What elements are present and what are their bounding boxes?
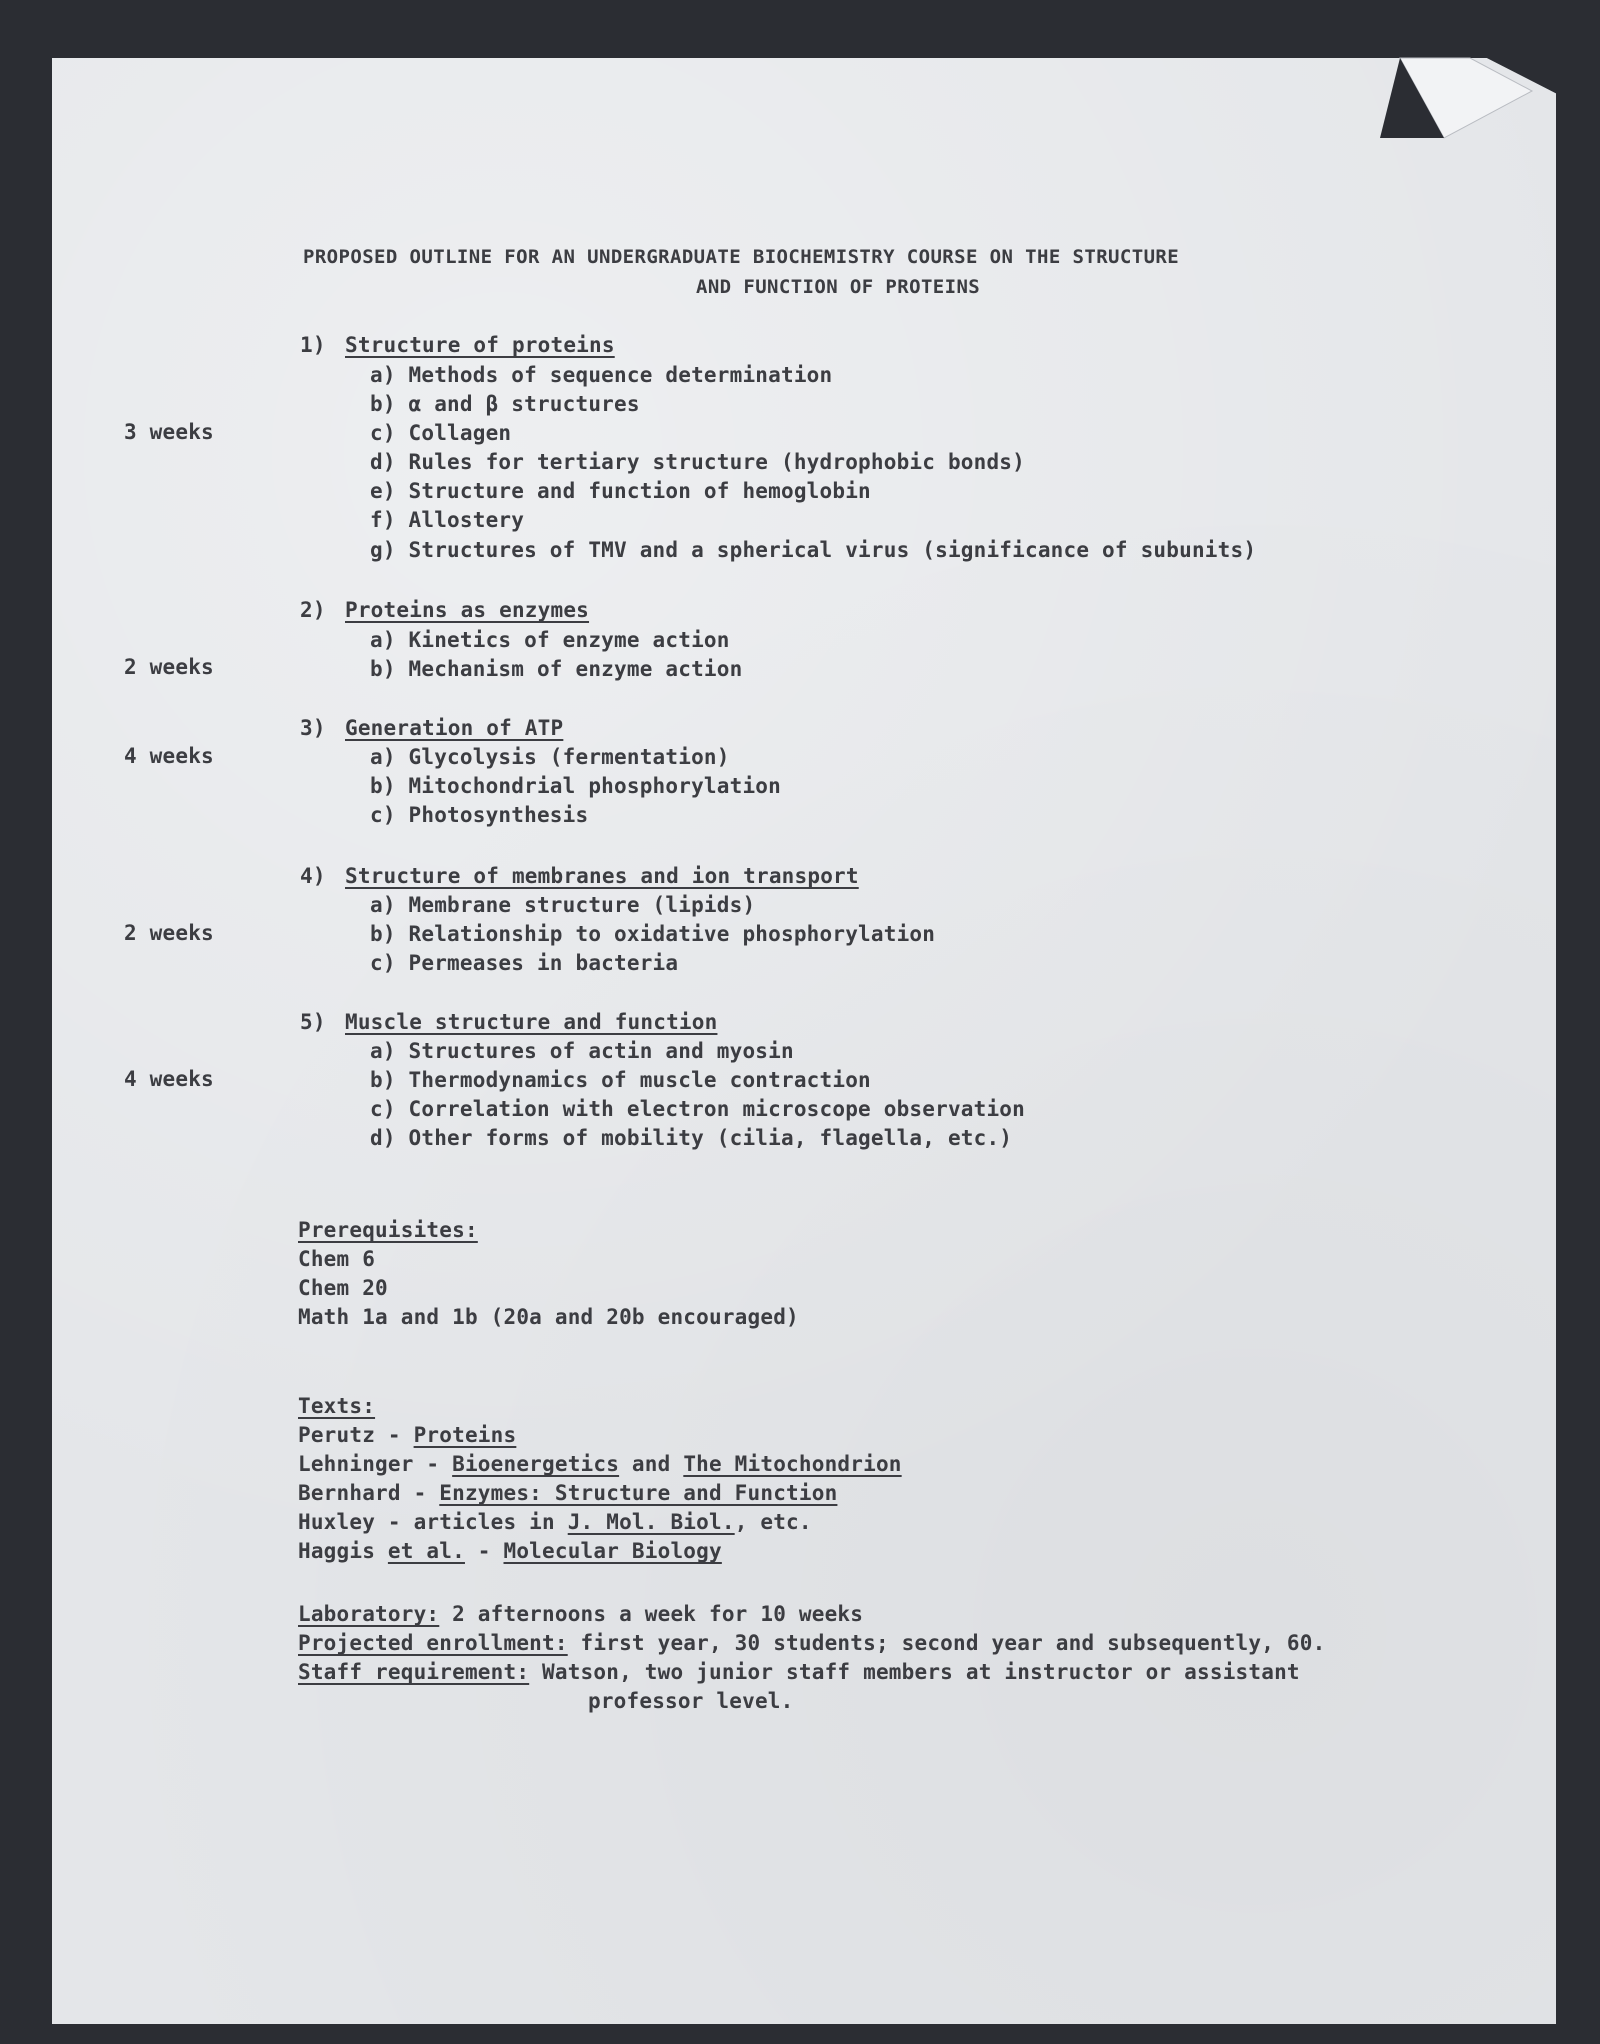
document-title-line1: PROPOSED OUTLINE FOR AN UNDERGRADUATE BIOCHEMISTRY COURSE ON THE STRUCTURE — [303, 246, 1180, 268]
section-1-item: g) Structures of TMV and a spherical virus (significance of subunits) — [370, 538, 1257, 562]
text-title: Bioenergetics — [452, 1452, 620, 1476]
section-4-heading: Structure of membranes and ion transport — [345, 864, 859, 888]
text-author: Perutz - — [298, 1423, 414, 1447]
section-5-item: b) Thermodynamics of muscle contraction — [370, 1068, 871, 1092]
document-title-line2: AND FUNCTION OF PROTEINS — [696, 276, 981, 298]
text-title: Molecular Biology — [503, 1539, 722, 1563]
section-5-heading: Muscle structure and function — [345, 1010, 718, 1034]
section-3-item: c) Photosynthesis — [370, 803, 589, 827]
section-4-item: b) Relationship to oxidative phosphorylation — [370, 922, 936, 946]
section-2-item: a) Kinetics of enzyme action — [370, 628, 730, 652]
staff-line — [298, 1660, 1300, 1684]
text-title: Enzymes: Structure and Function — [439, 1481, 838, 1505]
enrollment-line — [298, 1631, 1325, 1655]
section-4-item: c) Permeases in bacteria — [370, 951, 679, 975]
section-2-item: b) Mechanism of enzyme action — [370, 657, 743, 681]
section-2-heading: Proteins as enzymes — [345, 598, 590, 622]
text-title: et al. — [387, 1539, 465, 1563]
staff-label: Staff requirement: — [298, 1660, 530, 1684]
section-3-heading: Generation of ATP — [345, 716, 564, 740]
section-5-number: 5) — [300, 1010, 326, 1034]
enrollment-value: first year, 30 students; second year and subsequently, 60. — [567, 1631, 1326, 1655]
laboratory-line — [298, 1602, 863, 1626]
section-1-item: e) Structure and function of hemoglobin — [370, 479, 871, 503]
section-2-number: 2) — [300, 598, 326, 622]
section-5-weeks: 4 weeks — [124, 1067, 214, 1091]
section-3-number: 3) — [300, 716, 326, 740]
section-2-weeks: 2 weeks — [124, 655, 214, 679]
section-5-item: a) Structures of actin and myosin — [370, 1039, 794, 1063]
folded-corner-shape — [1400, 58, 1560, 138]
text-author: Lehninger - — [298, 1452, 453, 1476]
laboratory-value: 2 afternoons a week for 10 weeks — [439, 1602, 864, 1626]
section-3-item: a) Glycolysis (fermentation) — [370, 745, 730, 769]
text-author: Bernhard - — [298, 1481, 440, 1505]
section-1-item: b) α and β structures — [370, 392, 640, 416]
text-author: Haggis — [298, 1539, 388, 1563]
laboratory-label: Laboratory: — [298, 1602, 440, 1626]
text-entry — [298, 1539, 722, 1563]
prerequisite-item: Chem 6 — [298, 1247, 376, 1271]
text-joiner: - — [464, 1539, 504, 1563]
document-page — [52, 58, 1556, 2024]
section-1-weeks: 3 weeks — [124, 420, 214, 444]
text-entry — [298, 1423, 516, 1447]
texts-heading: Texts: — [298, 1394, 376, 1418]
section-4-weeks: 2 weeks — [124, 921, 214, 945]
section-1-heading: Structure of proteins — [345, 333, 615, 357]
section-5-item: d) Other forms of mobility (cilia, flagella, etc.) — [370, 1126, 1013, 1150]
text-joiner: and — [619, 1452, 684, 1476]
section-4-item: a) Membrane structure (lipids) — [370, 893, 756, 917]
text-author: Huxley - articles in — [298, 1510, 568, 1534]
section-1-item: a) Methods of sequence determination — [370, 363, 833, 387]
section-1-item: d) Rules for tertiary structure (hydrophobic bonds) — [370, 450, 1025, 474]
text-entry — [298, 1481, 837, 1505]
text-entry — [298, 1452, 902, 1476]
section-4-number: 4) — [300, 864, 326, 888]
enrollment-label: Projected enrollment: — [298, 1631, 568, 1655]
section-1-item: c) Collagen — [370, 421, 512, 445]
section-1-number: 1) — [300, 333, 326, 357]
staff-value: Watson, two junior staff members at instructor or assistant — [529, 1660, 1300, 1684]
text-title: J. Mol. Biol. — [567, 1510, 735, 1534]
section-3-weeks: 4 weeks — [124, 744, 214, 768]
text-title: The Mitochondrion — [683, 1452, 902, 1476]
section-5-item: c) Correlation with electron microscope observation — [370, 1097, 1025, 1121]
text-title: Proteins — [413, 1423, 517, 1447]
prerequisites-heading: Prerequisites: — [298, 1218, 478, 1242]
text-tail: , etc. — [734, 1510, 812, 1534]
prerequisite-item: Math 1a and 1b (20a and 20b encouraged) — [298, 1305, 799, 1329]
staff-value-continuation: professor level. — [588, 1689, 794, 1713]
section-3-item: b) Mitochondrial phosphorylation — [370, 774, 781, 798]
prerequisite-item: Chem 20 — [298, 1276, 388, 1300]
text-entry — [298, 1510, 812, 1534]
section-1-item: f) Allostery — [370, 508, 525, 532]
